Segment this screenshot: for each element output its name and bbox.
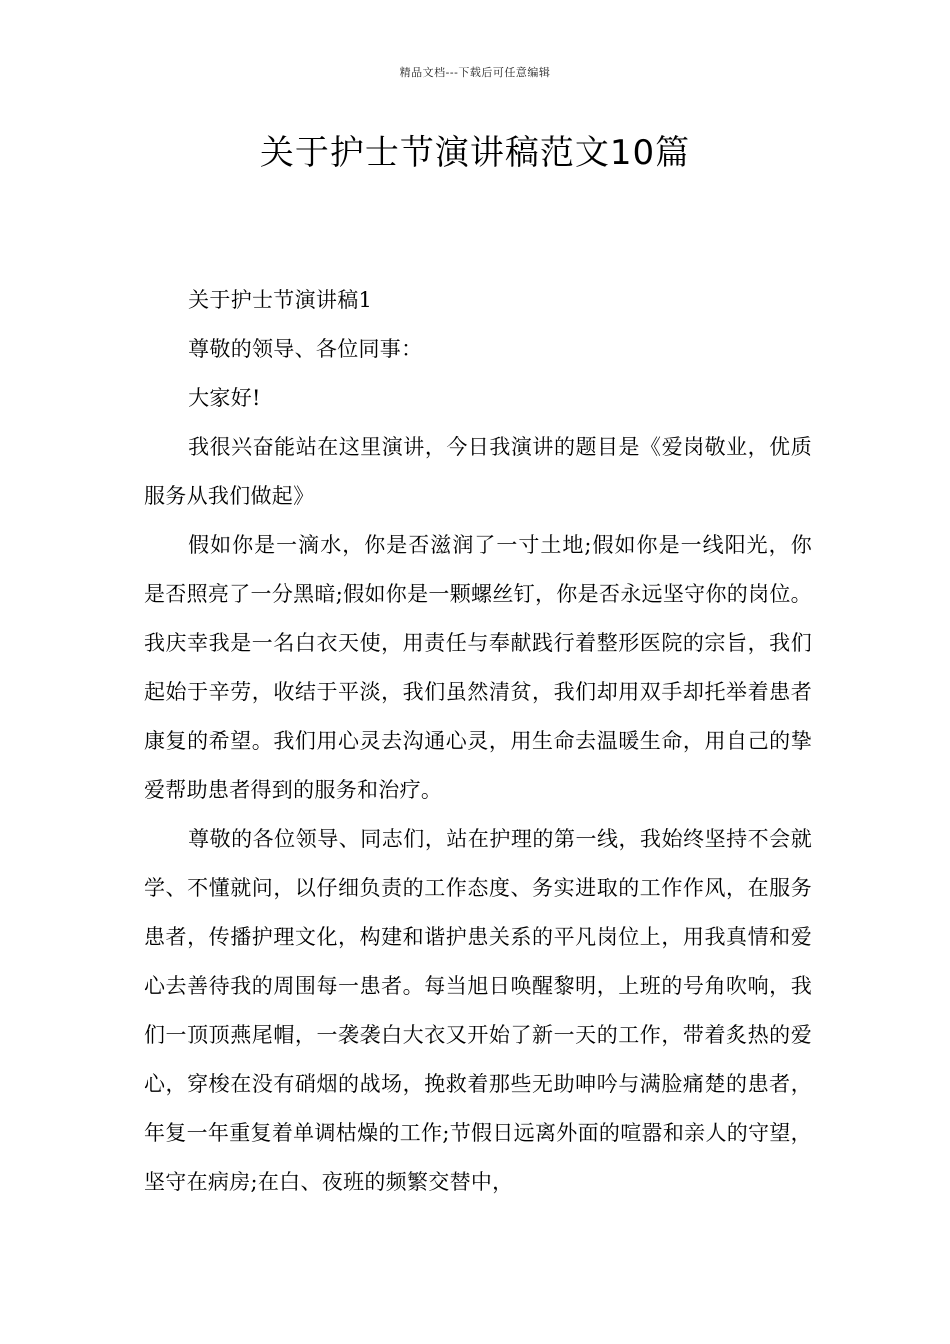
greeting: 大家好! — [188, 386, 261, 410]
document-title: 关于护士节演讲稿范文10篇 — [259, 133, 691, 173]
document-body — [144, 276, 812, 1207]
paragraph: 假如你是一滴水，你是否滋润了一寸土地;假如你是一线阳光，你是否照亮了一分黑暗;假如你是一颗螺丝钉，你是否永远坚守你的岗位。我庆幸我是一名白衣天使，用责任与奉献践行着整形医院的宗旨，我们起始于辛劳，收结于平淡，我们虽然清贫，我们却用双手却托举着患者康复的希望。我们用心灵去沟通心灵，用生命去温暖生命，用自己的挚爱帮助患者得到的服务和治疗。 — [144, 533, 812, 802]
salutation: 尊敬的领导、各位同事： — [188, 337, 423, 361]
section-heading: 关于护士节演讲稿1 — [188, 288, 373, 312]
paragraph: 我很兴奋能站在这里演讲，今日我演讲的题目是《爱岗敬业，优质服务从我们做起》 — [144, 435, 812, 508]
paragraph: 尊敬的各位领导、同志们，站在护理的第一线，我始终坚持不会就学、不懂就问，以仔细负责的工作态度、务实进取的工作作风，在服务患者，传播护理文化，构建和谐护患关系的平凡岗位上，用我真情和爱心去善待我的周围每一患者。每当旭日唤醒黎明，上班的号角吹响，我们一顶顶燕尾帽，一袭袭白大衣又开始了新一天的工作，带着炙热的爱心，穿梭在没有硝烟的战场，挽救着那些无助呻吟与满脸痛楚的患者，年复一年重复着单调枯燥的工作;节假日远离外面的喧嚣和亲人的守望，坚守在病房;在白、夜班的频繁交替中， — [144, 827, 812, 1194]
header-note: 精品文档---下载后可任意编辑 — [399, 66, 551, 79]
